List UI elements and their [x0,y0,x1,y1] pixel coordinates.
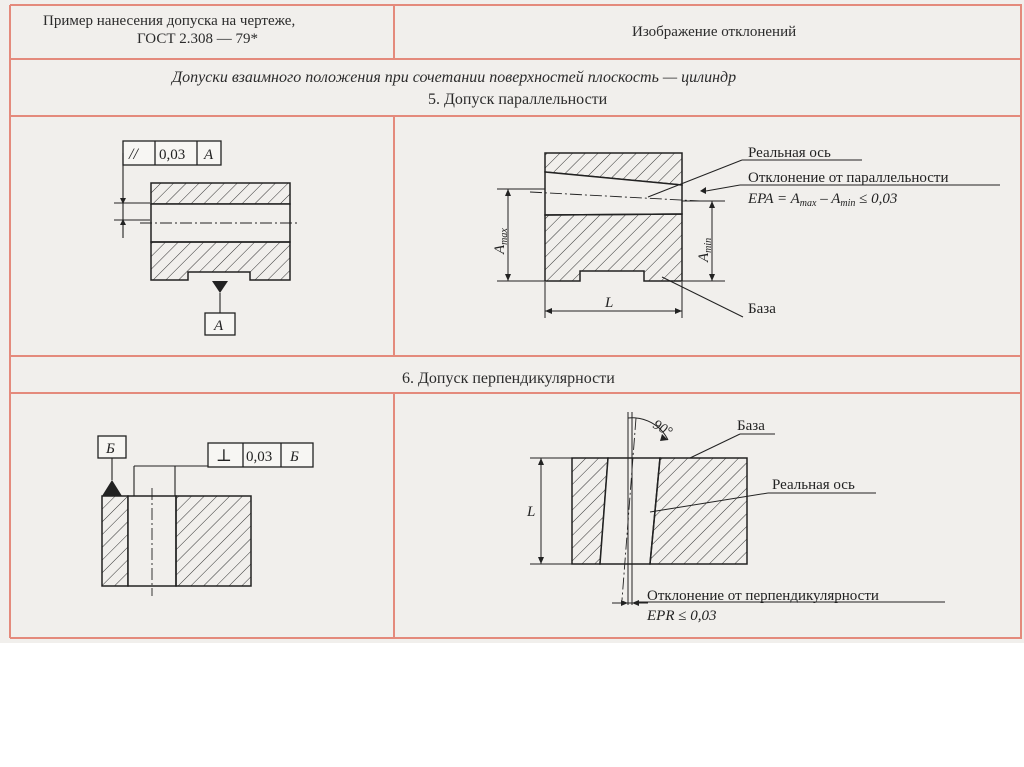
perpendicular-datum-label: Б [106,441,115,457]
perpendicular-title: 6. Допуск перпендикулярности [402,370,615,387]
parallel-symbol: // [129,146,138,163]
parallel-frame-value: 0,03 [159,147,186,163]
perpendicular-deviation-label: Отклонение от перпендикулярности [647,588,879,604]
parallel-datum-label: А [214,318,224,334]
parallel-deviation-label: Отклонение от параллельности [748,170,949,186]
perpendicular-body-right [650,458,747,564]
header-right: Изображение отклонений [632,24,797,40]
parallel-real-axis-label: Реальная ось [748,145,831,161]
section-title: Допуски взаимного положения при сочетании поверхностей плоскость — цилиндр [172,69,737,86]
perpendicular-frame-value: 0,03 [246,449,273,465]
header-left-line1: Пример нанесения допуска на чертеже, [43,13,296,29]
perpendicular-part-right [176,496,251,586]
perpendicular-drawing-example [0,393,394,638]
parallel-frame-datum: А [204,147,214,163]
parallel-formula: EPA = $A_{max} - A_{min} \le 0,03$ [748,191,898,209]
perpendicular-datum-triangle [102,480,122,496]
perpendicular-real-axis-label: Реальная ось [772,477,855,493]
parallel-base-label: База [748,301,776,317]
perpendicular-frame-datum: Б [290,449,299,465]
perpendicular-length-label: L [527,504,536,520]
parallel-part-top [151,183,290,204]
parallel-title: 5. Допуск параллельности [428,91,608,108]
parallel-deviation-image [394,116,1021,356]
parallel-amin-label: $A_{min}$ [696,237,714,262]
parallel-datum-triangle [212,281,228,293]
perpendicular-part-left [102,496,128,586]
perpendicular-angle-label: 90° [650,417,675,441]
parallel-length-label: L [605,295,614,311]
parallel-part-bottom [151,242,290,280]
perpendicular-base-label: База [737,418,765,434]
parallel-drawing-example [0,116,394,356]
header-left-line2: ГОСТ 2.308 — 79* [137,31,258,47]
perpendicular-symbol: ⊥ [216,446,232,465]
parallel-amax-label: $A_{max}$ [492,228,510,254]
perpendicular-deviation-image [394,393,1021,638]
parallel-body-bottom [545,214,682,281]
perpendicular-formula: EPR ≤ 0,03 [647,608,717,624]
